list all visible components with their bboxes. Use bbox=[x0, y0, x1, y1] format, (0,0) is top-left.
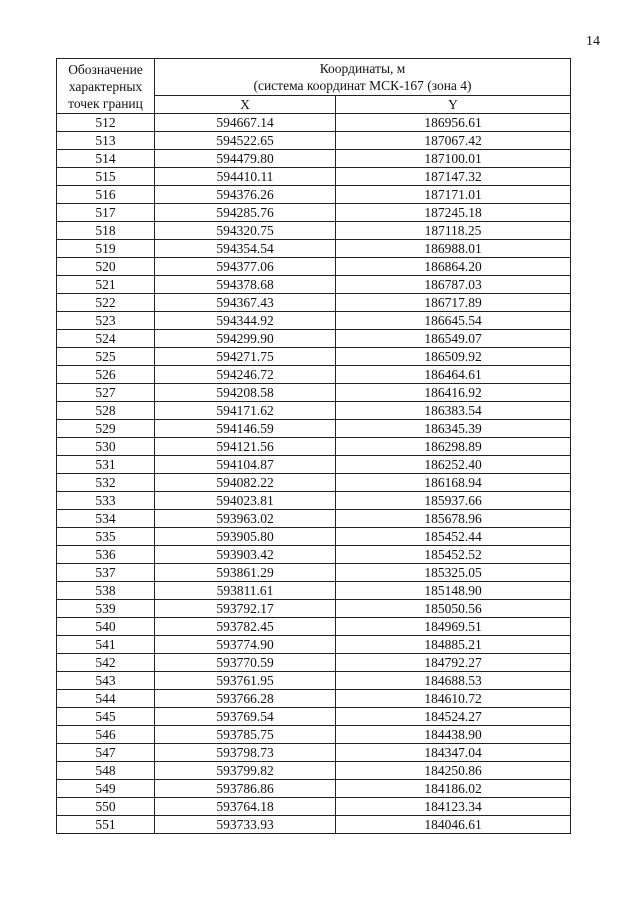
point-cell: 531 bbox=[57, 456, 155, 474]
table-row bbox=[57, 150, 571, 168]
point-cell: 514 bbox=[57, 150, 155, 168]
x-cell: 594377.06 bbox=[155, 258, 336, 276]
y-cell: 184438.90 bbox=[336, 726, 571, 744]
point-cell: 538 bbox=[57, 582, 155, 600]
x-cell: 593786.86 bbox=[155, 780, 336, 798]
x-cell: 594367.43 bbox=[155, 294, 336, 312]
point-cell: 529 bbox=[57, 420, 155, 438]
point-cell: 551 bbox=[57, 816, 155, 834]
point-header-line-3: точек границ bbox=[68, 95, 143, 111]
y-cell: 184123.34 bbox=[336, 798, 571, 816]
table-row bbox=[57, 204, 571, 222]
point-cell: 543 bbox=[57, 672, 155, 690]
point-cell: 544 bbox=[57, 690, 155, 708]
x-cell: 594410.11 bbox=[155, 168, 336, 186]
x-cell: 593733.93 bbox=[155, 816, 336, 834]
point-cell: 535 bbox=[57, 528, 155, 546]
point-cell: 539 bbox=[57, 600, 155, 618]
table-row bbox=[57, 600, 571, 618]
table-row bbox=[57, 744, 571, 762]
table-row bbox=[57, 456, 571, 474]
y-cell: 186383.54 bbox=[336, 402, 571, 420]
table-row bbox=[57, 366, 571, 384]
table-row bbox=[57, 312, 571, 330]
x-cell: 594522.65 bbox=[155, 132, 336, 150]
y-cell: 184792.27 bbox=[336, 654, 571, 672]
x-cell: 593782.45 bbox=[155, 618, 336, 636]
y-cell: 185325.05 bbox=[336, 564, 571, 582]
point-cell: 525 bbox=[57, 348, 155, 366]
point-cell: 533 bbox=[57, 492, 155, 510]
x-cell: 594344.92 bbox=[155, 312, 336, 330]
x-cell: 594104.87 bbox=[155, 456, 336, 474]
x-cell: 593905.80 bbox=[155, 528, 336, 546]
table-row bbox=[57, 726, 571, 744]
y-column-header: Y bbox=[336, 95, 571, 113]
y-cell: 186956.61 bbox=[336, 114, 571, 132]
y-cell: 186464.61 bbox=[336, 366, 571, 384]
table-row bbox=[57, 348, 571, 366]
point-cell: 517 bbox=[57, 204, 155, 222]
y-cell: 184250.86 bbox=[336, 762, 571, 780]
point-cell: 512 bbox=[57, 114, 155, 132]
y-cell: 184046.61 bbox=[336, 816, 571, 834]
y-cell: 186988.01 bbox=[336, 240, 571, 258]
table-row bbox=[57, 114, 571, 132]
x-cell: 594299.90 bbox=[155, 330, 336, 348]
table-row bbox=[57, 420, 571, 438]
y-cell: 187171.01 bbox=[336, 186, 571, 204]
y-cell: 187245.18 bbox=[336, 204, 571, 222]
point-cell: 521 bbox=[57, 276, 155, 294]
table-row bbox=[57, 258, 571, 276]
table-row bbox=[57, 294, 571, 312]
point-cell: 541 bbox=[57, 636, 155, 654]
point-cell: 548 bbox=[57, 762, 155, 780]
point-cell: 518 bbox=[57, 222, 155, 240]
y-cell: 185678.96 bbox=[336, 510, 571, 528]
table-row bbox=[57, 402, 571, 420]
table-row bbox=[57, 672, 571, 690]
y-cell: 187118.25 bbox=[336, 222, 571, 240]
y-cell: 186864.20 bbox=[336, 258, 571, 276]
y-cell: 186298.89 bbox=[336, 438, 571, 456]
y-cell: 184688.53 bbox=[336, 672, 571, 690]
table-row bbox=[57, 186, 571, 204]
table-row bbox=[57, 780, 571, 798]
table-row bbox=[57, 168, 571, 186]
y-cell: 184969.51 bbox=[336, 618, 571, 636]
y-cell: 187067.42 bbox=[336, 132, 571, 150]
x-cell: 593903.42 bbox=[155, 546, 336, 564]
x-cell: 594285.76 bbox=[155, 204, 336, 222]
x-cell: 594146.59 bbox=[155, 420, 336, 438]
x-cell: 593774.90 bbox=[155, 636, 336, 654]
table-row bbox=[57, 240, 571, 258]
point-header-line-1: Обозначение bbox=[68, 61, 143, 77]
point-cell: 530 bbox=[57, 438, 155, 456]
x-cell: 593798.73 bbox=[155, 744, 336, 762]
table-row bbox=[57, 474, 571, 492]
y-cell: 184524.27 bbox=[336, 708, 571, 726]
coordinates-header bbox=[155, 59, 571, 96]
table-row bbox=[57, 546, 571, 564]
y-cell: 186645.54 bbox=[336, 312, 571, 330]
coordinates-table-header bbox=[57, 59, 571, 114]
table-row bbox=[57, 636, 571, 654]
point-cell: 547 bbox=[57, 744, 155, 762]
point-cell: 527 bbox=[57, 384, 155, 402]
point-column-header bbox=[57, 59, 155, 114]
point-cell: 550 bbox=[57, 798, 155, 816]
point-cell: 536 bbox=[57, 546, 155, 564]
y-cell: 186717.89 bbox=[336, 294, 571, 312]
y-cell: 185937.66 bbox=[336, 492, 571, 510]
x-cell: 594171.62 bbox=[155, 402, 336, 420]
x-cell: 593766.28 bbox=[155, 690, 336, 708]
point-cell: 540 bbox=[57, 618, 155, 636]
page-number: 14 bbox=[586, 34, 600, 49]
y-cell: 186252.40 bbox=[336, 456, 571, 474]
x-cell: 594271.75 bbox=[155, 348, 336, 366]
coordinates-title: Координаты, м bbox=[319, 60, 406, 76]
table-row bbox=[57, 330, 571, 348]
table-row bbox=[57, 564, 571, 582]
table-row bbox=[57, 582, 571, 600]
x-cell: 593799.82 bbox=[155, 762, 336, 780]
table-row bbox=[57, 762, 571, 780]
point-cell: 513 bbox=[57, 132, 155, 150]
coordinates-table bbox=[56, 58, 571, 834]
y-cell: 185050.56 bbox=[336, 600, 571, 618]
point-cell: 528 bbox=[57, 402, 155, 420]
y-cell: 186509.92 bbox=[336, 348, 571, 366]
y-cell: 184885.21 bbox=[336, 636, 571, 654]
y-cell: 187147.32 bbox=[336, 168, 571, 186]
table-row bbox=[57, 528, 571, 546]
table-row bbox=[57, 276, 571, 294]
point-cell: 516 bbox=[57, 186, 155, 204]
x-cell: 594479.80 bbox=[155, 150, 336, 168]
point-cell: 545 bbox=[57, 708, 155, 726]
table-row bbox=[57, 132, 571, 150]
x-cell: 594320.75 bbox=[155, 222, 336, 240]
x-cell: 594023.81 bbox=[155, 492, 336, 510]
y-cell: 186168.94 bbox=[336, 474, 571, 492]
point-cell: 532 bbox=[57, 474, 155, 492]
point-cell: 534 bbox=[57, 510, 155, 528]
x-cell: 594354.54 bbox=[155, 240, 336, 258]
point-cell: 523 bbox=[57, 312, 155, 330]
table-row bbox=[57, 384, 571, 402]
point-cell: 542 bbox=[57, 654, 155, 672]
table-row bbox=[57, 690, 571, 708]
y-cell: 185452.52 bbox=[336, 546, 571, 564]
y-cell: 186345.39 bbox=[336, 420, 571, 438]
y-cell: 186416.92 bbox=[336, 384, 571, 402]
y-cell: 184610.72 bbox=[336, 690, 571, 708]
y-cell: 186787.03 bbox=[336, 276, 571, 294]
x-cell: 594246.72 bbox=[155, 366, 336, 384]
point-cell: 549 bbox=[57, 780, 155, 798]
x-cell: 593811.61 bbox=[155, 582, 336, 600]
y-cell: 185148.90 bbox=[336, 582, 571, 600]
x-cell: 593761.95 bbox=[155, 672, 336, 690]
x-cell: 593785.75 bbox=[155, 726, 336, 744]
x-cell: 594121.56 bbox=[155, 438, 336, 456]
y-cell: 184186.02 bbox=[336, 780, 571, 798]
table-row bbox=[57, 798, 571, 816]
header-row-main bbox=[57, 59, 571, 96]
coordinates-system: (система координат МСК-167 (зона 4) bbox=[253, 77, 472, 93]
y-cell: 185452.44 bbox=[336, 528, 571, 546]
x-column-header: X bbox=[155, 95, 336, 113]
x-cell: 593770.59 bbox=[155, 654, 336, 672]
point-cell: 546 bbox=[57, 726, 155, 744]
y-cell: 184347.04 bbox=[336, 744, 571, 762]
y-cell: 186549.07 bbox=[336, 330, 571, 348]
point-cell: 524 bbox=[57, 330, 155, 348]
point-cell: 537 bbox=[57, 564, 155, 582]
table-row bbox=[57, 654, 571, 672]
x-cell: 593963.02 bbox=[155, 510, 336, 528]
point-cell: 526 bbox=[57, 366, 155, 384]
y-cell: 187100.01 bbox=[336, 150, 571, 168]
table-row bbox=[57, 222, 571, 240]
point-cell: 520 bbox=[57, 258, 155, 276]
table-row bbox=[57, 816, 571, 834]
x-cell: 594667.14 bbox=[155, 114, 336, 132]
x-cell: 594082.22 bbox=[155, 474, 336, 492]
point-header-line-2: характерных bbox=[68, 78, 143, 94]
table-row bbox=[57, 510, 571, 528]
x-cell: 593792.17 bbox=[155, 600, 336, 618]
x-cell: 594378.68 bbox=[155, 276, 336, 294]
point-cell: 515 bbox=[57, 168, 155, 186]
x-cell: 593861.29 bbox=[155, 564, 336, 582]
x-cell: 593769.54 bbox=[155, 708, 336, 726]
point-cell: 522 bbox=[57, 294, 155, 312]
table-row bbox=[57, 438, 571, 456]
table-row bbox=[57, 492, 571, 510]
table-row bbox=[57, 708, 571, 726]
x-cell: 594208.58 bbox=[155, 384, 336, 402]
x-cell: 594376.26 bbox=[155, 186, 336, 204]
point-cell: 519 bbox=[57, 240, 155, 258]
x-cell: 593764.18 bbox=[155, 798, 336, 816]
coordinates-table-body bbox=[57, 114, 571, 834]
table-row bbox=[57, 618, 571, 636]
